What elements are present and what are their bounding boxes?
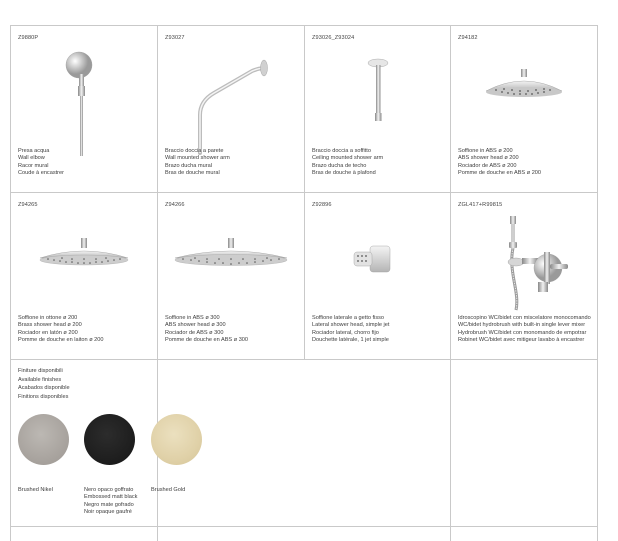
product-card [450, 192, 597, 359]
finish-label: Brushed Gold [151, 487, 186, 493]
product-description: Presa acqua Wall elbow Racor mural Coude à encastrer [18, 148, 65, 177]
product-code: Z92896 [312, 202, 332, 208]
brass-shower-head-icon [38, 238, 130, 272]
product-card [157, 192, 304, 359]
finish-label: Brushed Nikel [18, 487, 53, 493]
product-code: Z93027 [165, 35, 185, 41]
wall-elbow-icon [65, 48, 105, 163]
finish-label: Nero opaco goffrato Embossed matt black Negro mate gofrado Noir opaque gaufré [84, 487, 138, 516]
product-card [10, 192, 157, 359]
product-code: ZGL417+R99815 [458, 202, 503, 208]
shower-head-icon [484, 69, 564, 109]
product-description: Braccio doccia a parete Wall mounted shower arm Brazo ducha mural Bras de douche mural [165, 148, 230, 177]
finish-swatch-brushed-nikel [18, 414, 69, 465]
product-card [157, 25, 304, 192]
product-description: Soffione in ABS ø 300 ABS shower head ø 300 Rociador de ABS ø 300 Pomme de douche en ABS ø 300 [165, 315, 249, 344]
product-description: Soffione laterale a getto fisso Lateral shower head, simple jet Rociador lateral, chorro fijo Douchette latérale, 1 jet simple [312, 315, 390, 344]
product-code: Z94266 [165, 202, 185, 208]
product-description: Soffione in ottone ø 200 Brass shower head ø 200 Rociador en latón ø 200 Pomme de douche en laiton ø 200 [18, 315, 104, 344]
finishes-heading: Finiture disponibili Available finishes Acabados disponible Finitions disponibles [18, 368, 70, 400]
finishes-section [10, 359, 450, 526]
product-description: Idroscopino WC/bidet con miscelatore monocomando WC/bidet hydrobrush with built-in single lever mixer Hydrobrush WC/bidet con monomando de empotrar Robinet WC/bidet avec mitigeur lavabo à encastrer [458, 315, 591, 344]
product-description: Braccio doccia a soffitto Ceiling mounted shower arm Brazo ducha de techo Bras de douche à plafond [312, 148, 384, 177]
product-card [10, 25, 157, 192]
product-description: Soffione in ABS ø 200 ABS shower head ø 200 Rociador de ABS ø 200 Pomme de douche en ABS ø 200 [458, 148, 542, 177]
product-code: Z94182 [458, 35, 478, 41]
product-card [304, 192, 450, 359]
product-code: Z93026_Z93024 [312, 35, 355, 41]
product-code: Z9880P [18, 35, 39, 41]
product-card [450, 25, 597, 192]
product-code: Z94265 [18, 202, 38, 208]
hydrobrush-mixer-icon [502, 212, 572, 312]
wall-shower-arm-icon [192, 53, 272, 153]
finish-swatch-matt-black [84, 414, 135, 465]
lateral-shower-head-icon [352, 244, 394, 274]
finish-swatch-brushed-gold [151, 414, 202, 465]
product-card [304, 25, 450, 192]
large-shower-head-icon [173, 238, 289, 272]
ceiling-shower-arm-icon [366, 59, 390, 129]
